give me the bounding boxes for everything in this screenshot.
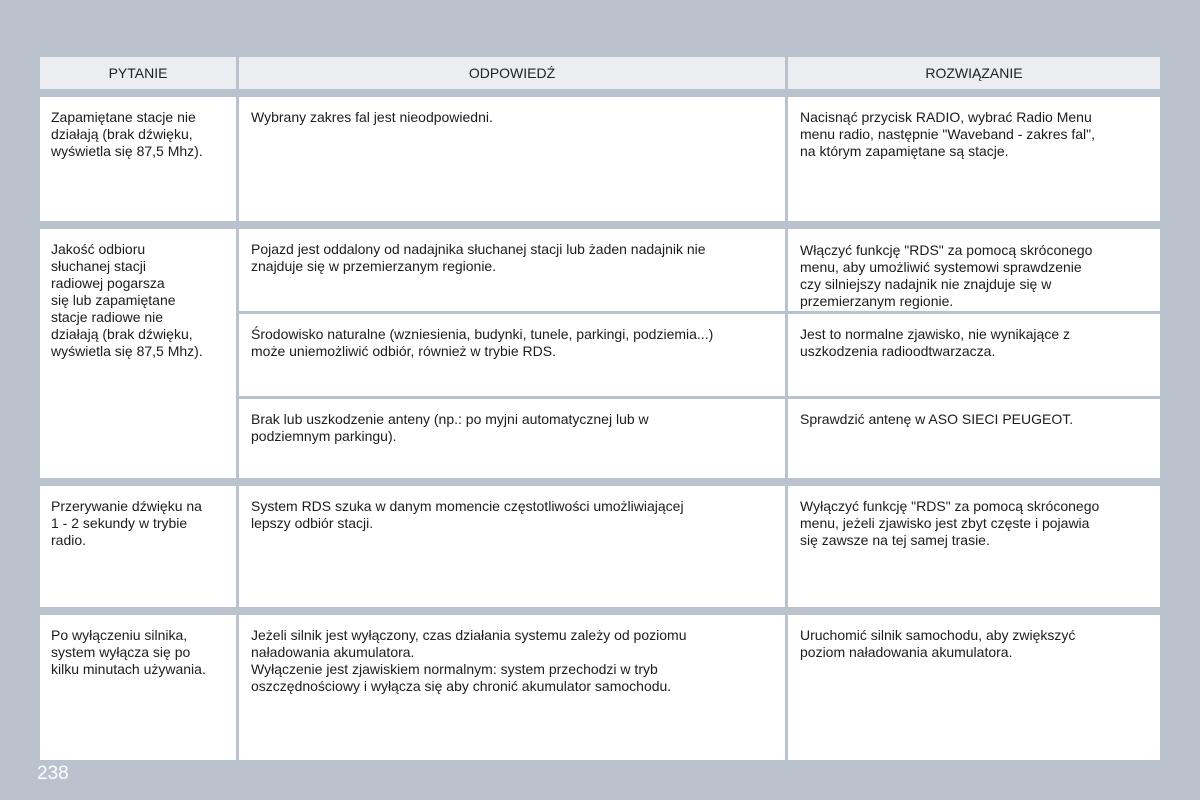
row-4-solution: Uruchomić silnik samochodu, aby zwiększyć poziom naładowania akumulatora. [788, 615, 1160, 760]
row-2-answer-2: Środowisko naturalne (wzniesienia, budynki, tunele, parkingi, podziemia...) może uniemożliwić odbiór, również w trybie RDS. [239, 314, 785, 396]
row-1-solution: Nacisnąć przycisk RADIO, wybrać Radio Menu menu radio, następnie "Waveband - zakres fal", na którym zapamiętane są stacje. [788, 97, 1160, 221]
row-2-answer-1: Pojazd jest oddalony od nadajnika słuchanej stacji lub żaden nadajnik nie znajduje się w przemierzanym regionie. [239, 229, 785, 311]
header-answer: ODPOWIEDŹ [239, 57, 785, 89]
header-question: PYTANIE [40, 57, 236, 89]
row-2-question: Jakość odbioru słuchanej stacji radiowej pogarsza się lub zapamiętane stacje radiowe nie działają (brak dźwięku, wyświetla się 87,5 Mhz). [40, 229, 236, 478]
row-3-answer: System RDS szuka w danym momencie częstotliwości umożliwiającej lepszy odbiór stacji. [239, 486, 785, 607]
header-solution: ROZWIĄZANIE [788, 57, 1160, 89]
row-3-question: Przerywanie dźwięku na 1 - 2 sekundy w trybie radio. [40, 486, 236, 607]
row-4-question: Po wyłączeniu silnika, system wyłącza się po kilku minutach używania. [40, 615, 236, 760]
row-2-solution-1: Włączyć funkcję "RDS" za pomocą skróconego menu, aby umożliwić systemowi sprawdzenie czy silniejszy nadajnik nie znajduje się w przemierzanym regionie. [788, 229, 1160, 311]
row-1-answer: Wybrany zakres fal jest nieodpowiedni. [239, 97, 785, 221]
row-2-answer-3: Brak lub uszkodzenie anteny (np.: po myjni automatycznej lub w podziemnym parkingu). [239, 399, 785, 478]
row-4-answer: Jeżeli silnik jest wyłączony, czas działania systemu zależy od poziomu naładowania akumulatora. Wyłączenie jest zjawiskiem normalnym: system przechodzi w tryb oszczędnościowy i wyłącza się aby chronić akumulator samochodu. [239, 615, 785, 760]
row-1-question: Zapamiętane stacje nie działają (brak dźwięku, wyświetla się 87,5 Mhz). [40, 97, 236, 221]
row-3-solution: Wyłączyć funkcję "RDS" za pomocą skróconego menu, jeżeli zjawisko jest zbyt częste i pojawia się zawsze na tej samej trasie. [788, 486, 1160, 607]
row-2-solution-2: Jest to normalne zjawisko, nie wynikające z uszkodzenia radioodtwarzacza. [788, 314, 1160, 396]
page-number: 238 [37, 763, 69, 784]
row-2-solution-3: Sprawdzić antenę w ASO SIECI PEUGEOT. [788, 399, 1160, 478]
